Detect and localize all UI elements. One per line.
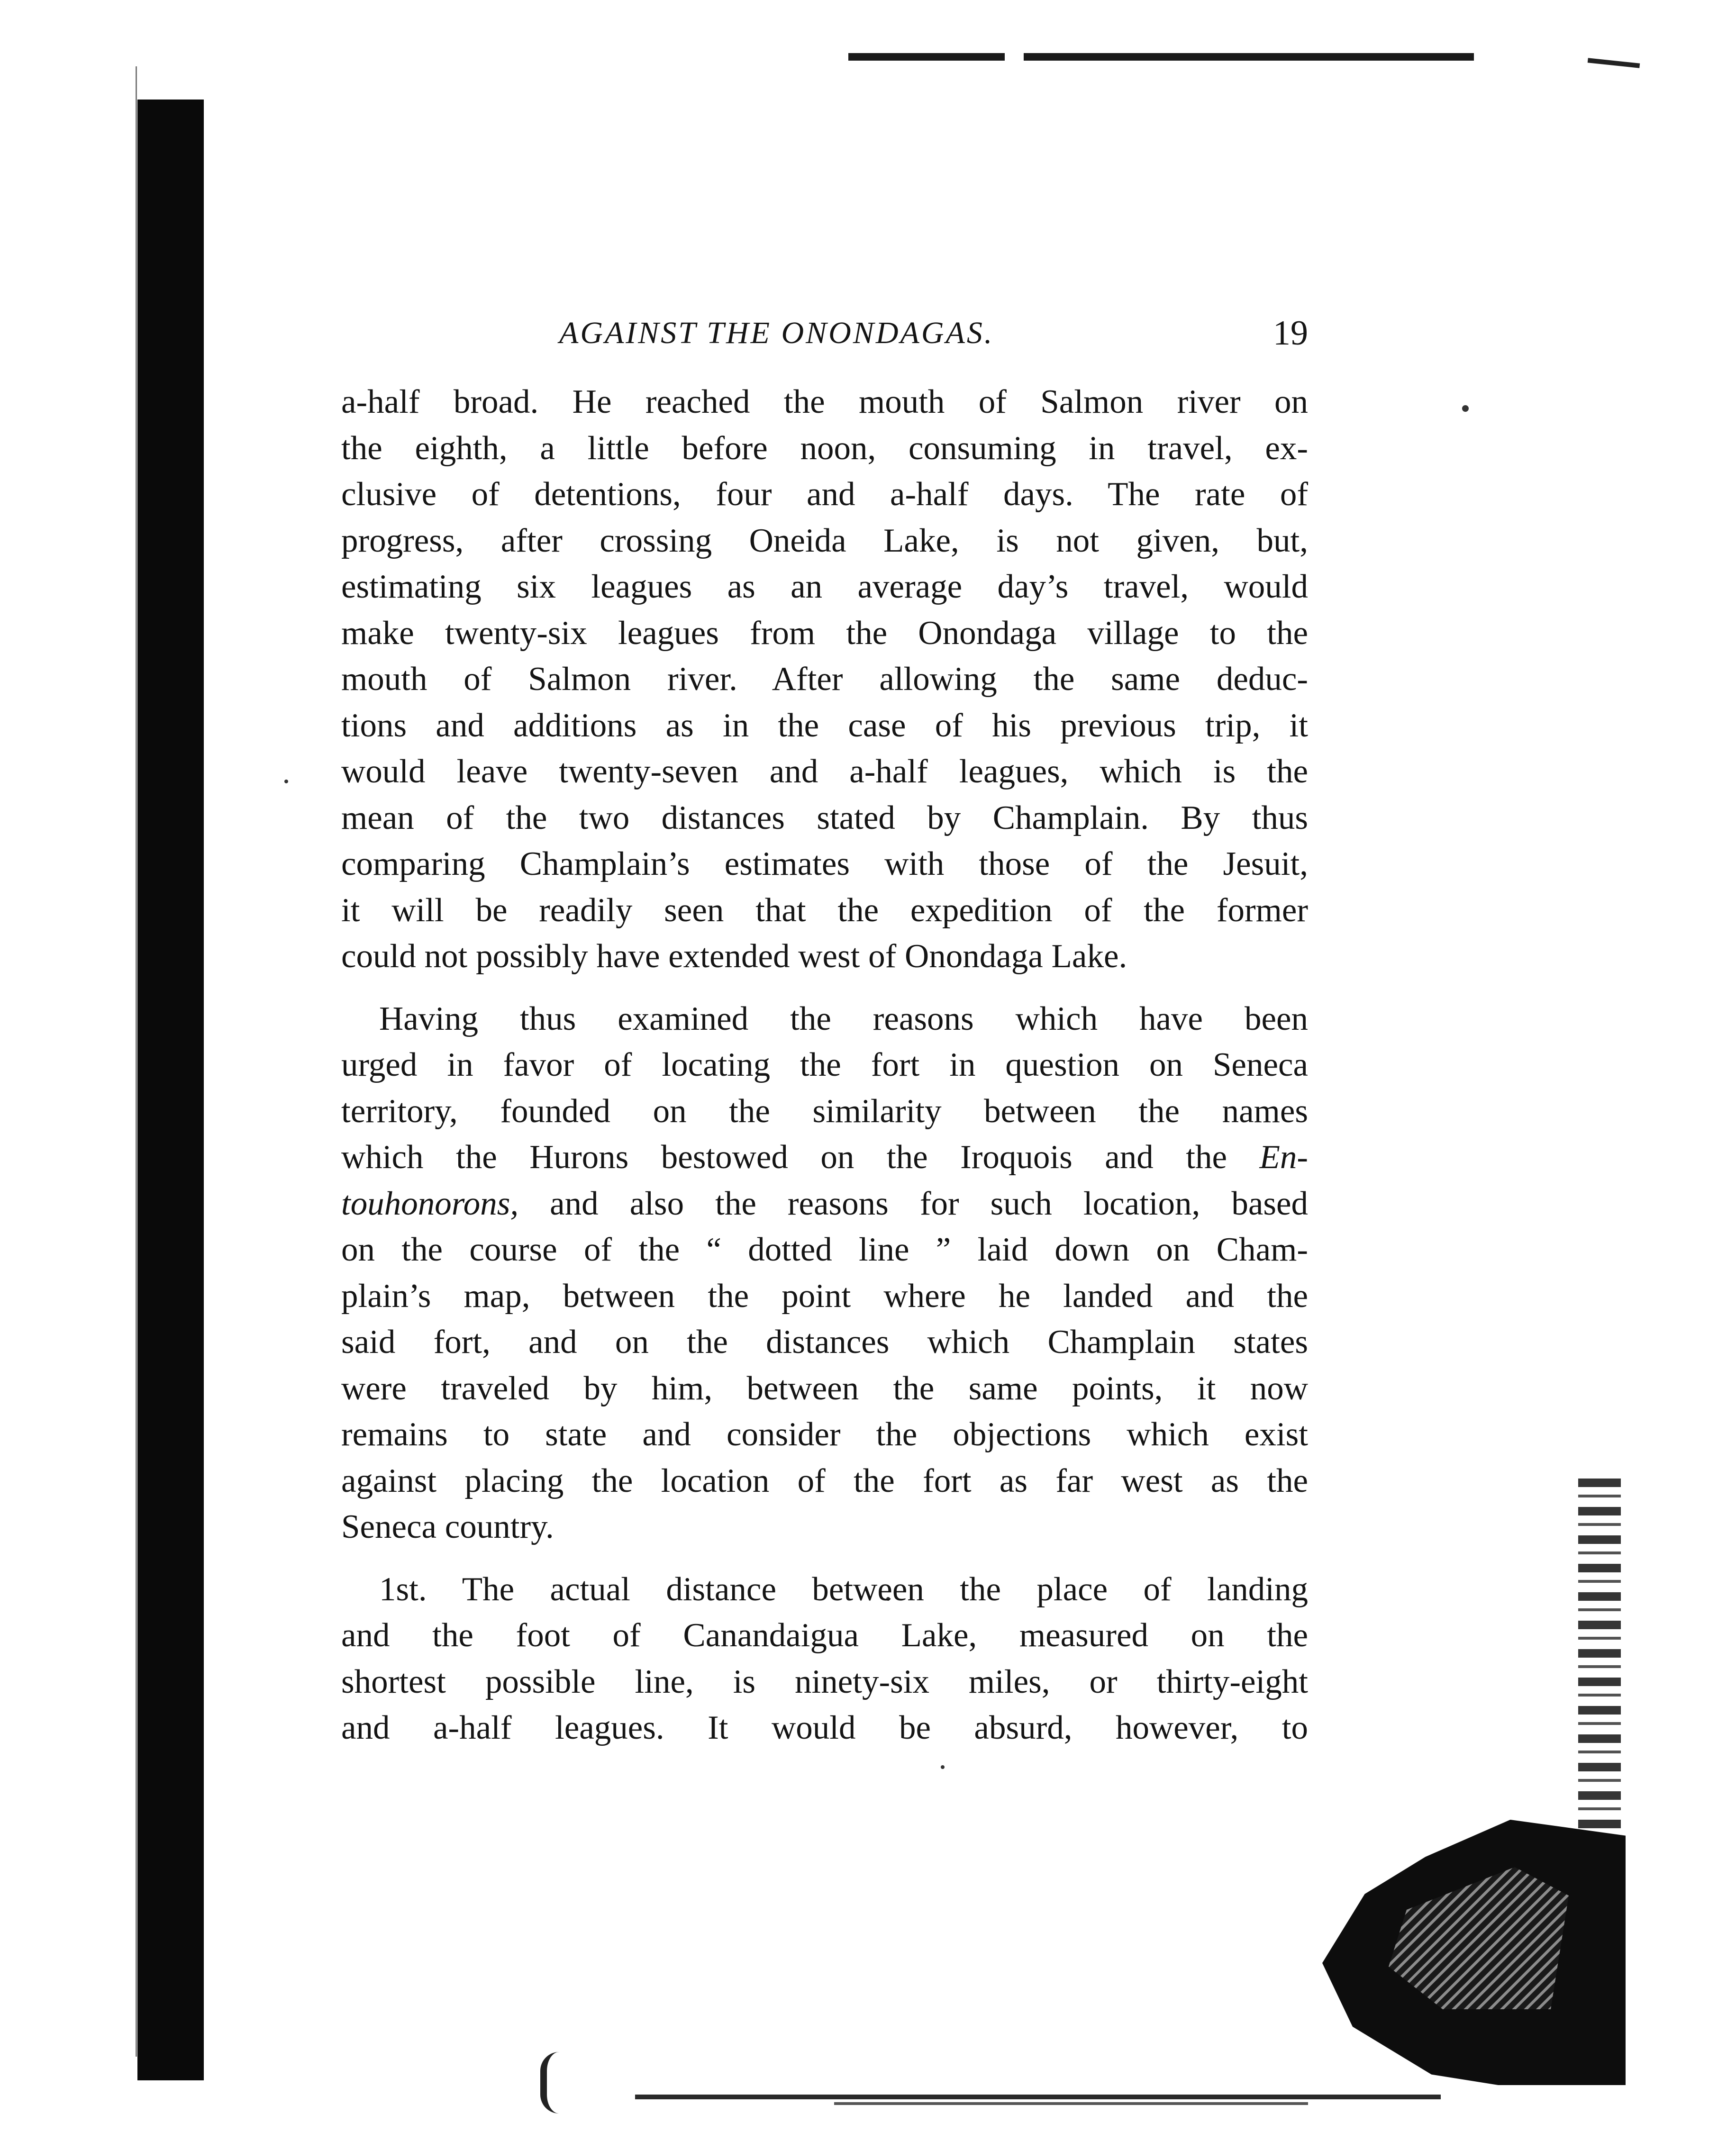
scan-corner-notch xyxy=(1588,58,1640,68)
text-line: Having thus examined the reasons which have been xyxy=(379,1000,1308,1037)
text-line: 1st. The actual distance between the place of landing xyxy=(379,1570,1308,1608)
scan-bottom-rule xyxy=(635,2095,1441,2099)
text-line: against placing the location of the fort as far west as the xyxy=(341,1462,1308,1499)
text-line: tions and additions as in the case of his previous trip, it xyxy=(341,707,1308,744)
text-segment: which the Hurons bestowed on the Iroquois and the xyxy=(341,1139,1260,1176)
text-line: mean of the two distances stated by Champlain. By thus xyxy=(341,799,1308,836)
text-line xyxy=(341,1181,1308,1227)
text-line: Seneca country. xyxy=(341,1508,554,1545)
text-line: on the course of the “ dotted line ” laid down on Cham- xyxy=(341,1231,1308,1268)
text-line: territory, founded on the similarity between the names xyxy=(341,1092,1308,1130)
text-line: estimating six leagues as an average day’s travel, would xyxy=(341,568,1308,605)
paragraph-gap xyxy=(341,1551,1308,1567)
scan-bottom-rule-secondary xyxy=(834,2102,1308,2105)
text-line: remains to state and consider the objections which exist xyxy=(341,1416,1308,1453)
scan-speck xyxy=(284,780,288,783)
text-line: a-half broad. He reached the mouth of Salmon river on xyxy=(341,383,1308,420)
paragraph xyxy=(341,379,1308,980)
text-line: the eighth, a little before noon, consuming in travel, ex- xyxy=(341,429,1308,467)
text-line: and a-half leagues. It would be absurd, however, to xyxy=(341,1709,1308,1746)
scan-speck xyxy=(1462,405,1469,412)
text-line: could not possibly have extended west of Onondaga Lake. xyxy=(341,938,1127,975)
text-line: shortest possible line, is ninety-six miles, or thirty-eight xyxy=(341,1663,1308,1700)
text-line: said fort, and on the distances which Champlain states xyxy=(341,1324,1308,1361)
page-number: 19 xyxy=(1273,314,1308,353)
scan-bottom-mark xyxy=(540,2052,561,2114)
scan-speck xyxy=(941,1765,945,1769)
scan-top-rule-gap xyxy=(1005,53,1024,61)
text-line: mouth of Salmon river. After allowing the same deduc- xyxy=(341,661,1308,698)
text-line: and the foot of Canandaigua Lake, measured on the xyxy=(341,1617,1308,1654)
text-line: progress, after crossing Oneida Lake, is not given, but, xyxy=(341,522,1308,559)
running-head xyxy=(521,310,1308,363)
text-line: it will be readily seen that the expedition of the former xyxy=(341,891,1308,929)
italic-word: En- xyxy=(1259,1139,1308,1176)
text-line: clusive of detentions, four and a-half days. The rate of xyxy=(341,476,1308,513)
text-line: were traveled by him, between the same points, it now xyxy=(341,1370,1308,1407)
italic-word: touhonorons, xyxy=(341,1185,519,1222)
text-line: would leave twenty-seven and a-half leagues, which is the xyxy=(341,753,1308,790)
running-title: AGAINST THE ONONDAGAS. xyxy=(559,316,994,350)
scan-spine-bar xyxy=(137,100,204,2080)
text-segment: and also the reasons for such location, based xyxy=(518,1185,1308,1222)
paragraph xyxy=(341,996,1308,1551)
text-line: plain’s map, between the point where he landed and the xyxy=(341,1277,1308,1315)
text-line: make twenty-six leagues from the Onondaga village to the xyxy=(341,614,1308,652)
text-line: comparing Champlain’s estimates with those of the Jesuit, xyxy=(341,845,1308,882)
paragraph-gap xyxy=(341,980,1308,996)
body-text xyxy=(341,379,1308,1751)
scan-top-rule xyxy=(848,53,1474,61)
text-line xyxy=(341,1134,1308,1181)
scan-spine-shadow xyxy=(136,66,137,2057)
paragraph xyxy=(341,1567,1308,1751)
text-line: urged in favor of locating the fort in question on Seneca xyxy=(341,1046,1308,1083)
